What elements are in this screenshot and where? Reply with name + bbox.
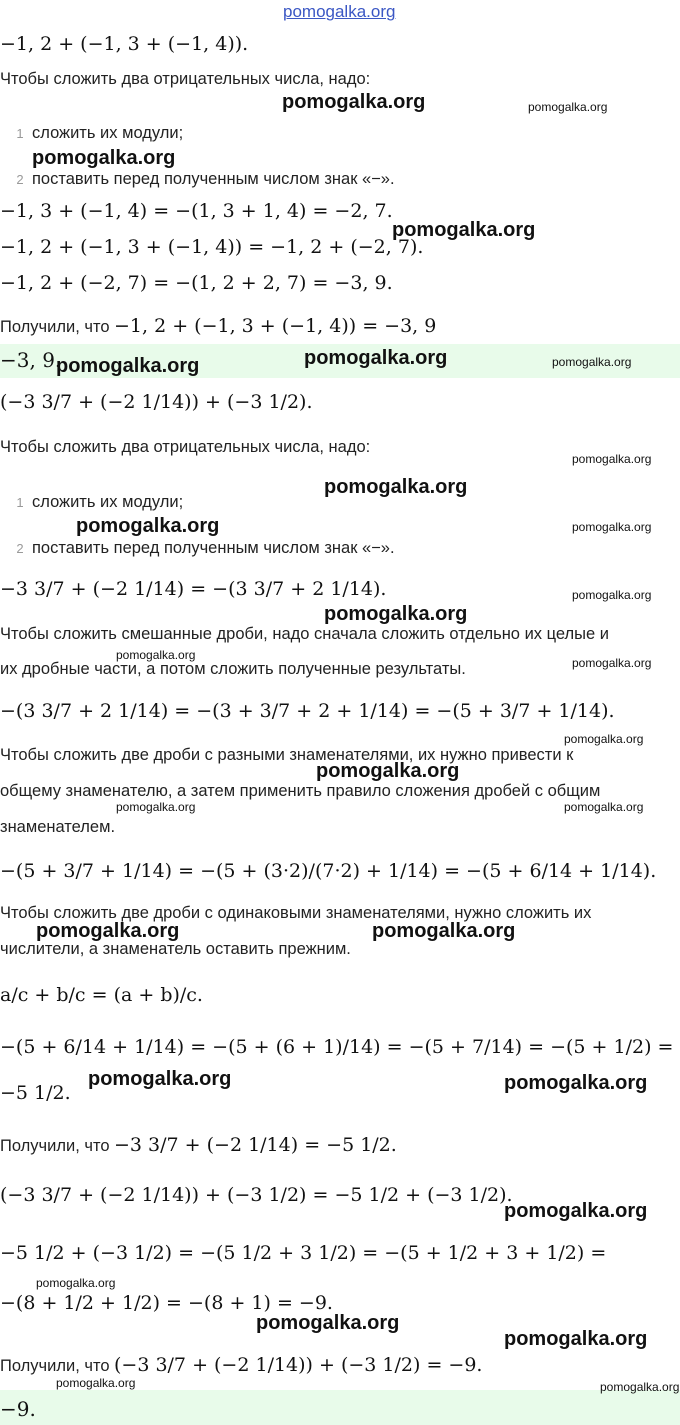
equation-9-continued: −(8 + 1/2 + 1/2) = −(8 + 1) = −9. bbox=[0, 1292, 333, 1314]
step-number: 1 bbox=[16, 126, 24, 141]
rule-step-1 bbox=[12, 124, 183, 143]
rule-text-4: общему знаменателю, а затем применить правило сложения дробей с общим bbox=[0, 782, 601, 800]
equation-4: −3 3/7 + (−2 1/14) = −(3 3/7 + 2 1/14). bbox=[0, 578, 387, 600]
step-number: 2 bbox=[16, 541, 24, 556]
step-number: 2 bbox=[16, 172, 24, 187]
answer-band-2 bbox=[0, 1390, 680, 1425]
watermark: pomogalka.org bbox=[36, 1276, 116, 1290]
watermark: pomogalka.org bbox=[572, 520, 652, 534]
answer-2: −9. bbox=[0, 1397, 36, 1421]
step-number: 1 bbox=[16, 495, 24, 510]
result-expression: −1, 2 + (−1, 3 + (−1, 4)) = −3, 9 bbox=[113, 315, 437, 337]
watermark: pomogalka.org bbox=[56, 1376, 136, 1390]
watermark: pomogalka.org bbox=[304, 347, 448, 369]
watermark: pomogalka.org bbox=[392, 219, 536, 241]
equation-5: −(3 3/7 + 2 1/14) = −(3 + 3/7 + 2 + 1/14) = −(5 + 3/7 + 1/14). bbox=[0, 700, 615, 722]
formula-same-denominator: a/c + b/c = (a + b)/c. bbox=[0, 984, 203, 1006]
watermark: pomogalka.org bbox=[324, 476, 468, 498]
watermark: pomogalka.org bbox=[88, 1068, 232, 1090]
equation-6: −(5 + 3/7 + 1/14) = −(5 + (3·2)/(7·2) + 1/14) = −(5 + 6/14 + 1/14). bbox=[0, 860, 657, 882]
watermark: pomogalka.org bbox=[256, 1312, 400, 1334]
rule-text-1: Чтобы сложить смешанные дроби, надо сначала сложить отдельно их целые и bbox=[0, 625, 609, 643]
watermark: pomogalka.org bbox=[324, 603, 468, 625]
equation-7: −(5 + 6/14 + 1/14) = −(5 + (6 + 1)/14) = −(5 + 7/14) = −(5 + 1/2) = bbox=[0, 1036, 674, 1058]
equation-1: −1, 3 + (−1, 4) = −(1, 3 + 1, 4) = −2, 7. bbox=[0, 200, 393, 222]
step-text: поставить перед полученным числом знак «−». bbox=[32, 170, 395, 188]
equation-8: (−3 3/7 + (−2 1/14)) + (−3 1/2) = −5 1/2 + (−3 1/2). bbox=[0, 1184, 513, 1206]
watermark: pomogalka.org bbox=[36, 920, 180, 942]
watermark: pomogalka.org bbox=[600, 1380, 680, 1394]
rule-text-6: Чтобы сложить две дроби с одинаковыми знаменателями, нужно сложить их bbox=[0, 904, 592, 922]
watermark: pomogalka.org bbox=[32, 147, 176, 169]
result-line-2 bbox=[0, 1134, 397, 1156]
equation-9: −5 1/2 + (−3 1/2) = −(5 1/2 + 3 1/2) = −(5 + 1/2 + 3 + 1/2) = bbox=[0, 1242, 607, 1264]
watermark: pomogalka.org bbox=[572, 656, 652, 670]
rule-heading-2: Чтобы сложить два отрицательных числа, надо: bbox=[0, 438, 371, 456]
top-watermark-link[interactable]: pomogalka.org bbox=[283, 2, 396, 21]
watermark: pomogalka.org bbox=[504, 1200, 648, 1222]
equation-2: −1, 2 + (−1, 3 + (−1, 4)) = −1, 2 + (−2, 7). bbox=[0, 236, 424, 258]
rule-step-2b bbox=[12, 539, 395, 558]
result-expression: (−3 3/7 + (−2 1/14)) + (−3 1/2) = −9. bbox=[113, 1354, 483, 1376]
watermark: pomogalka.org bbox=[572, 452, 652, 466]
equation-3: −1, 2 + (−2, 7) = −(1, 2 + 2, 7) = −3, 9. bbox=[0, 272, 393, 294]
answer-1: −3, 9. bbox=[0, 348, 62, 372]
watermark: pomogalka.org bbox=[116, 648, 196, 662]
watermark: pomogalka.org bbox=[372, 920, 516, 942]
result-line-3 bbox=[0, 1354, 482, 1376]
rule-heading-1: Чтобы сложить два отрицательных числа, надо: bbox=[0, 70, 371, 88]
watermark: pomogalka.org bbox=[564, 732, 644, 746]
rule-text-5: знаменателем. bbox=[0, 818, 116, 836]
watermark: pomogalka.org bbox=[572, 588, 652, 602]
rule-text-3: Чтобы сложить две дроби с разными знаменателями, их нужно привести к bbox=[0, 746, 574, 764]
step-text: сложить их модули; bbox=[32, 124, 184, 142]
result-label: Получили, что bbox=[0, 1357, 110, 1375]
rule-text-2: их дробные части, а потом сложить полученные результаты. bbox=[0, 660, 466, 678]
watermark: pomogalka.org bbox=[56, 355, 200, 377]
watermark: pomogalka.org bbox=[564, 800, 644, 814]
watermark: pomogalka.org bbox=[76, 515, 220, 537]
watermark: pomogalka.org bbox=[552, 355, 632, 369]
step-text: сложить их модули; bbox=[32, 493, 184, 511]
rule-text-7: числители, а знаменатель оставить прежним. bbox=[0, 940, 351, 958]
step-text: поставить перед полученным числом знак «−». bbox=[32, 539, 395, 557]
result-label: Получили, что bbox=[0, 318, 110, 336]
expression-2: (−3 3/7 + (−2 1/14)) + (−3 1/2). bbox=[0, 391, 313, 413]
result-expression: −3 3/7 + (−2 1/14) = −5 1/2. bbox=[113, 1134, 397, 1156]
watermark: pomogalka.org bbox=[504, 1072, 648, 1094]
rule-step-1b bbox=[12, 493, 183, 512]
watermark: pomogalka.org bbox=[528, 100, 608, 114]
equation-7-continued: −5 1/2. bbox=[0, 1082, 71, 1104]
expression-1: −1, 2 + (−1, 3 + (−1, 4)). bbox=[0, 33, 249, 55]
watermark: pomogalka.org bbox=[282, 91, 426, 113]
watermark: pomogalka.org bbox=[116, 800, 196, 814]
result-label: Получили, что bbox=[0, 1137, 110, 1155]
result-line-1 bbox=[0, 315, 436, 337]
watermark: pomogalka.org bbox=[316, 760, 460, 782]
watermark: pomogalka.org bbox=[504, 1328, 648, 1350]
rule-step-2 bbox=[12, 170, 395, 189]
